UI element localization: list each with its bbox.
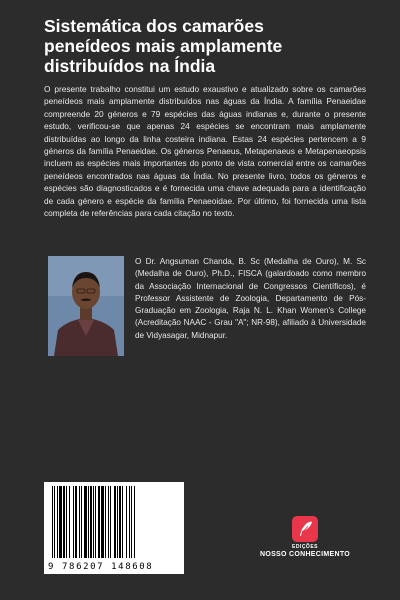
barcode-bar: [101, 486, 104, 558]
barcode-bar: [57, 486, 58, 558]
isbn-barcode: [44, 482, 184, 574]
author-biography: O Dr. Angsuman Chanda, B. Sc (Medalha de Ouro), M. Sc (Medalha de Ouro), Ph.D., FISCA (galardoado como membro da Associação Internacional de Congressos Científicos), é Professor Assistente de Zoologia, Departamento de Pós-Graduação em Zoologia, Raja N. L. Khan Women's College (Acreditação NAAC - Grau "A"; NR-98), afiliado à Universidade de Vidyasagar, Midnapur.: [135, 257, 366, 340]
barcode-bar: [122, 486, 123, 558]
barcode-bar: [75, 486, 77, 558]
title-line-1: Sistemática dos camarões: [44, 16, 264, 36]
barcode-bar: [131, 486, 132, 558]
publisher-small-label: EDIÇÕES: [291, 544, 318, 550]
author-photo: [48, 256, 124, 356]
barcode-bar: [95, 486, 96, 558]
barcode-bar: [52, 486, 53, 558]
barcode-bar: [66, 486, 67, 558]
barcode-bar: [79, 486, 80, 558]
barcode-bar: [110, 486, 111, 558]
barcode-bar: [105, 486, 106, 558]
barcode-bar: [90, 486, 92, 558]
book-title: [44, 16, 364, 76]
barcode-bar: [119, 486, 121, 558]
barcode-bar: [59, 486, 62, 558]
barcode-bar: [117, 486, 118, 558]
quill-pen-logo-icon: [292, 516, 318, 542]
barcode-bar: [63, 486, 65, 558]
book-description: O presente trabalho constitui um estudo exaustivo e atualizado sobre os camarões peneídeos mais amplamente distribuídos nas águas da Índia. A família Penaeidae compreende 20 géneros e 79 espécies das águas indianas e, durante o presente estudo, verificou-se que apenas 24 espécies se encontram mais amplamente distribuídas ao longo da linha costeira indiana. Estas 24 espécies pertencem a 9 géneros da família Penaeidae. Os géneros Penaeus, Metapenaeus e Metapenaeopsis incluem as espécies mais importantes do ponto de vista comercial entre os camarões peneídeos encontrados nas águas da Índia. No presente livro, todos os géneros e espécies são diagnosticados e é fornecida uma chave adequada para a identificação de cada género e espécie da família Penaeoidae. Por último, foi fornecida uma lista completa de referências para cada citação no texto.: [44, 84, 366, 219]
barcode-bar: [88, 486, 89, 558]
publisher-name: NOSSO CONHECIMENTO: [259, 551, 351, 558]
barcode-bar: [54, 486, 55, 558]
barcode-bar: [98, 486, 100, 558]
barcode-bar: [134, 486, 135, 558]
barcode-bar: [69, 486, 70, 558]
title-line-3: distribuídos na Índia: [44, 56, 216, 76]
barcode-bar: [73, 486, 74, 558]
publisher-logo-block: [250, 516, 360, 576]
barcode-bar: [108, 486, 109, 558]
author-portrait-icon: [48, 256, 124, 356]
barcode-bar: [114, 486, 116, 558]
barcode-icon: [50, 486, 178, 560]
barcode-bar: [84, 486, 87, 558]
isbn-number: 9 786207 148608: [48, 562, 154, 572]
title-line-2: peneídeos mais amplamente: [44, 36, 283, 56]
barcode-bar: [129, 486, 130, 558]
barcode-bar: [126, 486, 127, 558]
barcode-bar: [93, 486, 94, 558]
barcode-bar: [81, 486, 82, 558]
